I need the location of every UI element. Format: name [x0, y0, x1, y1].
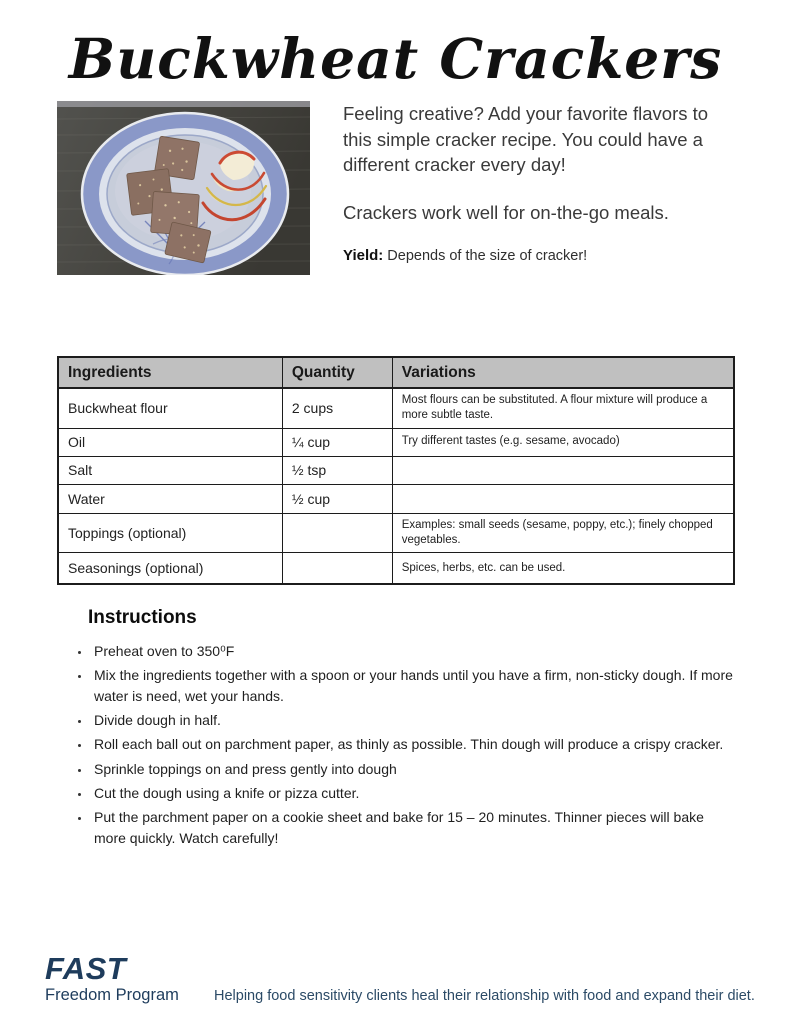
yield-value: Depends of the size of cracker! — [387, 248, 588, 265]
instruction-item: • Cut the dough using a knife or pizza cutter. — [91, 783, 739, 804]
cell-variation: Most flours can be substituted. A flour mixture will produce a more subtle taste. — [392, 388, 734, 428]
fast-freedom-program-logo — [45, 953, 179, 1004]
table-row — [58, 552, 734, 584]
cell-variation — [392, 484, 734, 513]
yield-label: Yield: — [343, 247, 384, 265]
cell-variation — [392, 456, 734, 484]
header-variations: Variations — [392, 357, 734, 388]
cell-ingredient: Buckwheat flour — [58, 388, 282, 428]
instruction-item: • Sprinkle toppings on and press gently into dough — [91, 759, 739, 780]
table-row — [58, 428, 734, 456]
header-ingredients: Ingredients — [58, 357, 282, 388]
cell-quantity — [282, 513, 392, 552]
cell-ingredient: Salt — [58, 456, 282, 484]
intro-paragraph-2: Crackers work well for on-the-go meals. — [343, 201, 669, 223]
cell-ingredient: Oil — [58, 428, 282, 456]
instruction-item: • Divide dough in half. — [91, 710, 739, 731]
cell-quantity: 2 cups — [282, 388, 392, 428]
cell-quantity: ½ cup — [282, 484, 392, 513]
logo-fast-text: FAST — [45, 951, 127, 986]
cell-variation: Try different tastes (e.g. sesame, avocado) — [392, 428, 734, 456]
cell-variation: Examples: small seeds (sesame, poppy, etc.); finely chopped vegetables. — [392, 513, 734, 552]
instructions-list — [57, 641, 739, 848]
crackers-plate-image — [57, 101, 310, 275]
instruction-item: • Roll each ball out on parchment paper, as thinly as possible. Thin dough will produce a crispy cracker. — [91, 734, 739, 755]
instruction-item: • Mix the ingredients together with a spoon or your hands until you have a firm, non-sticky dough. If more water is need, wet your hands. — [91, 665, 739, 706]
cell-ingredient: Seasonings (optional) — [58, 552, 282, 584]
instructions-heading: Instructions — [88, 607, 197, 628]
cell-quantity: ¼ cup — [282, 428, 392, 456]
ingredients-table — [57, 356, 735, 585]
intro-paragraph-1: Feeling creative? Add your favorite flavors to this simple cracker recipe. You could have a different cracker every day! — [343, 103, 709, 176]
footer-tagline: Helping food sensitivity clients heal their relationship with food and expand their diet. — [214, 988, 755, 1004]
cell-quantity: ½ tsp — [282, 456, 392, 484]
cell-ingredient: Water — [58, 484, 282, 513]
yield-line — [343, 246, 735, 267]
instruction-item: • Preheat oven to 350⁰F — [91, 641, 739, 662]
table-header-row — [58, 357, 734, 388]
logo-program-text: Freedom Program — [45, 986, 179, 1004]
instruction-item: • Put the parchment paper on a cookie sheet and bake for 15 – 20 minutes. Thinner pieces will bake more quickly. Watch carefully! — [91, 807, 739, 848]
header-quantity: Quantity — [282, 357, 392, 388]
table-row — [58, 484, 734, 513]
instructions-section — [57, 607, 739, 852]
cell-ingredient: Toppings (optional) — [58, 513, 282, 552]
table-row — [58, 513, 734, 552]
intro-section — [57, 101, 735, 275]
cell-quantity — [282, 552, 392, 584]
recipe-photo — [57, 101, 310, 275]
table-row — [58, 456, 734, 484]
table-row — [58, 388, 734, 428]
page-title: Buckwheat Crackers — [68, 26, 723, 91]
cell-variation: Spices, herbs, etc. can be used. — [392, 552, 734, 584]
